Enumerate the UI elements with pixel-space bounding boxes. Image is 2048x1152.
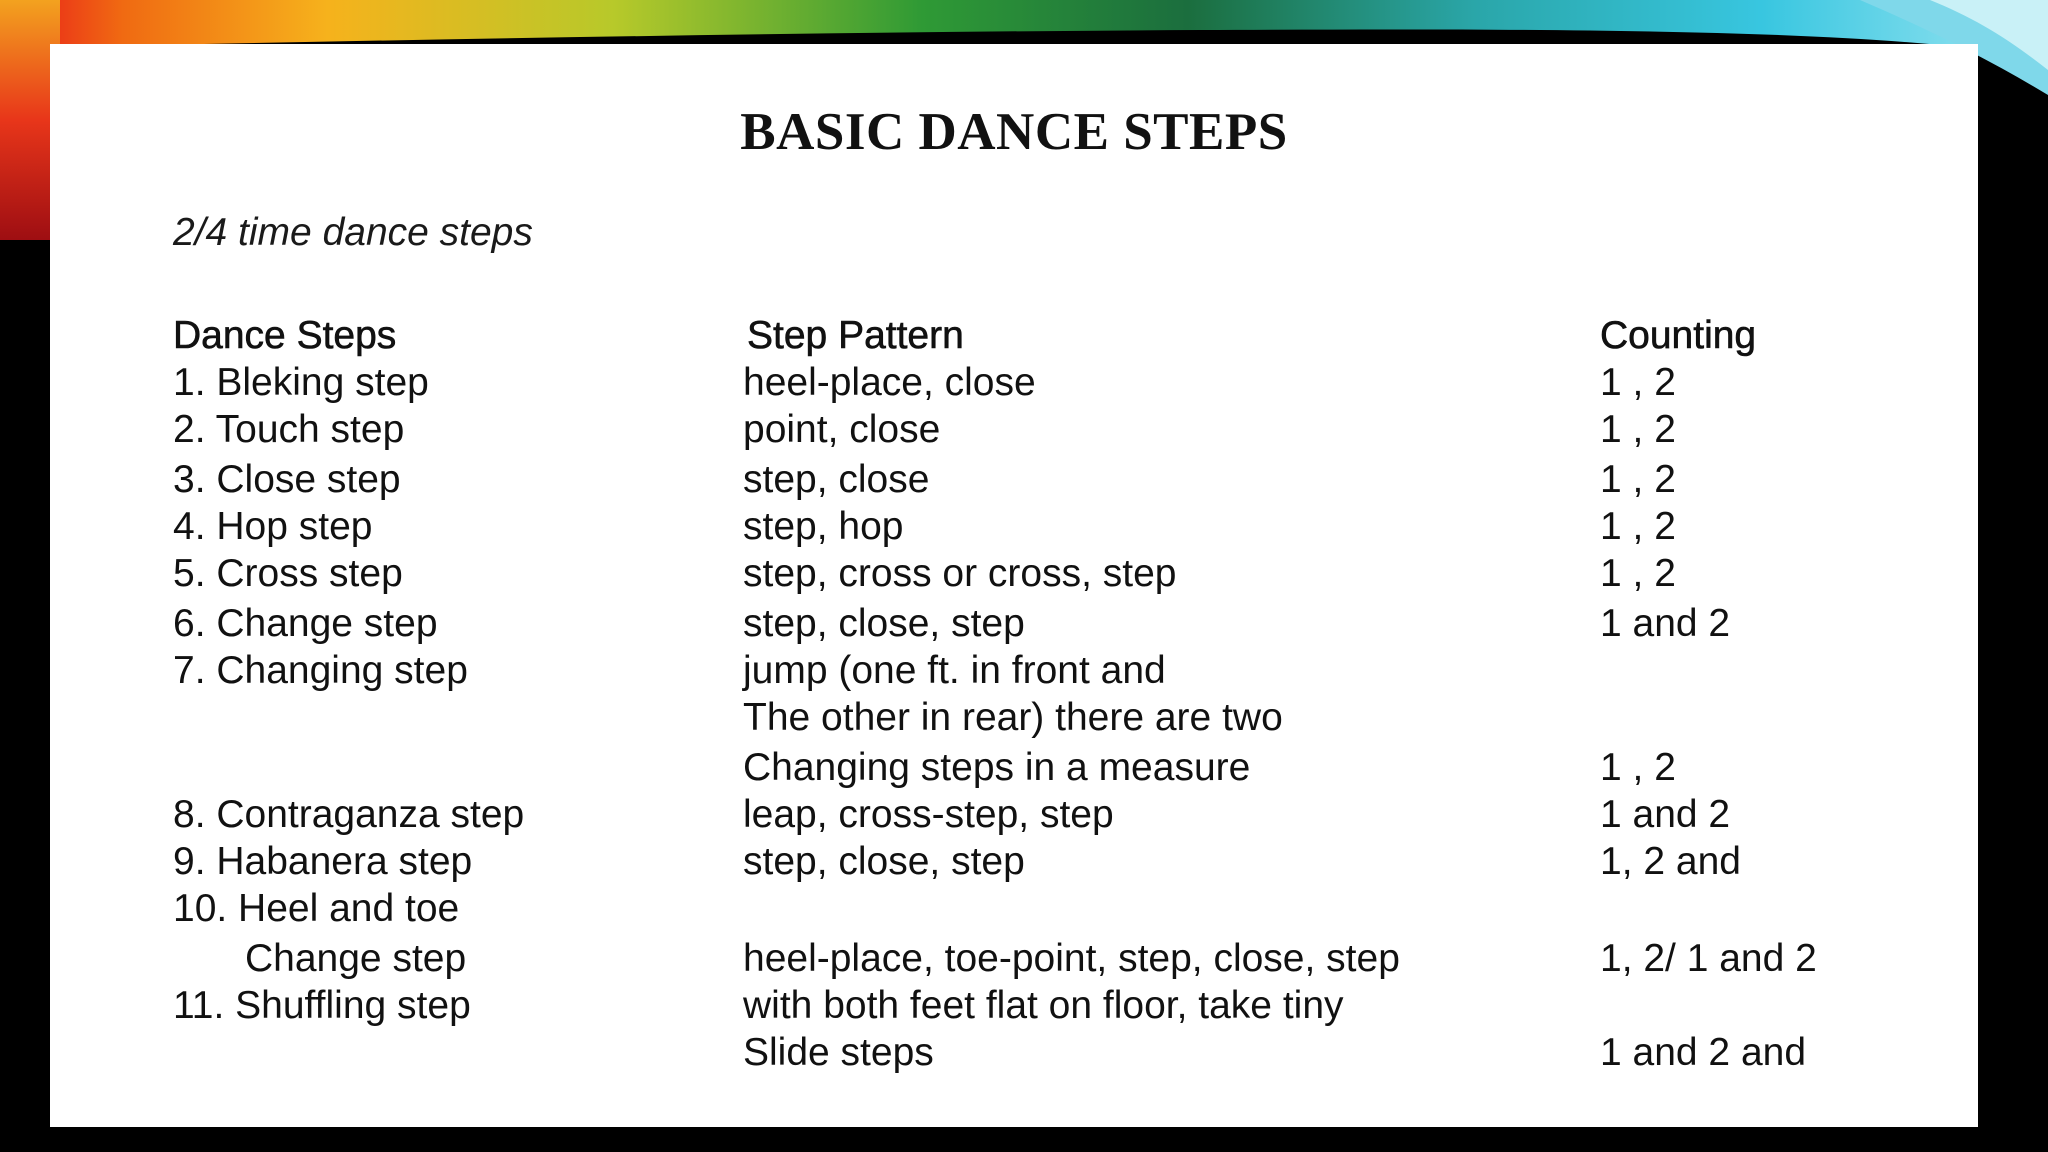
step-pattern: heel-place, toe-point, step, close, step: [743, 937, 1400, 980]
step-pattern: step, close, step: [743, 840, 1025, 883]
step-pattern: The other in rear) there are two: [743, 696, 1283, 739]
step-count: 1 , 2: [1600, 408, 1676, 451]
slide-subtitle: 2/4 time dance steps: [173, 211, 533, 254]
step-pattern: with both feet flat on floor, take tiny: [743, 984, 1344, 1027]
step-count: 1 and 2 and: [1600, 1031, 1807, 1074]
step-name: 5. Cross step: [173, 552, 403, 595]
step-name: 3. Close step: [173, 458, 401, 501]
step-count: 1 , 2: [1600, 552, 1676, 595]
step-pattern: leap, cross-step, step: [743, 793, 1114, 836]
step-count: 1 , 2: [1600, 361, 1676, 404]
header-dance-steps: Dance Steps: [173, 314, 397, 357]
slide-content: [50, 44, 1978, 1127]
header-step-pattern: Step Pattern: [747, 314, 964, 357]
step-name: 1. Bleking step: [173, 361, 429, 404]
step-count: 1 , 2: [1600, 458, 1676, 501]
header-counting: Counting: [1600, 314, 1757, 357]
step-name: 4. Hop step: [173, 505, 373, 548]
step-pattern: Changing steps in a measure: [743, 746, 1251, 789]
step-count: 1 and 2: [1600, 602, 1731, 645]
step-name: 8. Contraganza step: [173, 793, 525, 836]
step-name: Change step: [245, 937, 467, 980]
step-name: 11. Shuffling step: [173, 984, 471, 1027]
step-pattern: jump (one ft. in front and: [743, 649, 1166, 692]
slide-title: BASIC DANCE STEPS: [740, 103, 1288, 161]
step-count: 1 , 2: [1600, 746, 1676, 789]
step-pattern: step, close, step: [743, 602, 1025, 645]
step-count: 1, 2 and: [1600, 840, 1741, 883]
step-pattern: step, cross or cross, step: [743, 552, 1177, 595]
step-count: 1 , 2: [1600, 505, 1676, 548]
step-name: 6. Change step: [173, 602, 438, 645]
step-pattern: step, close: [743, 458, 930, 501]
step-pattern: step, hop: [743, 505, 904, 548]
step-count: 1 and 2: [1600, 793, 1731, 836]
step-name: 2. Touch step: [173, 408, 405, 451]
step-pattern: point, close: [743, 408, 941, 451]
step-count: 1, 2/ 1 and 2: [1600, 937, 1817, 980]
step-pattern: heel-place, close: [743, 361, 1036, 404]
step-name: 10. Heel and toe: [173, 887, 460, 930]
step-pattern: Slide steps: [743, 1031, 934, 1074]
step-name: 9. Habanera step: [173, 840, 473, 883]
step-name: 7. Changing step: [173, 649, 468, 692]
